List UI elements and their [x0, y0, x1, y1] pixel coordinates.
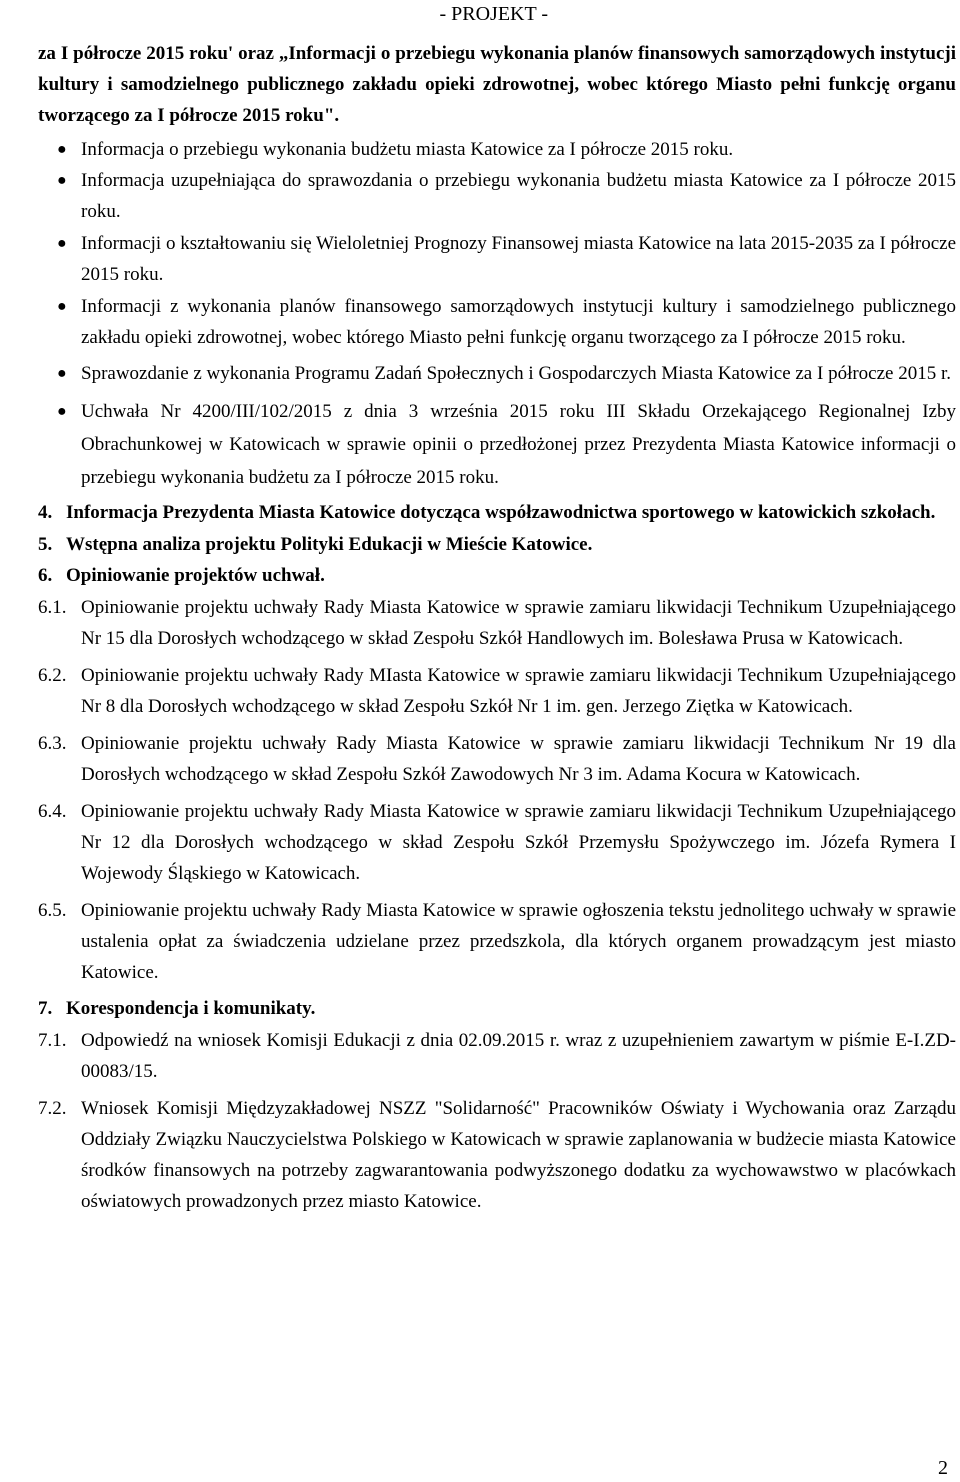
agenda-item-5 [38, 529, 956, 560]
subitem-text: Opiniowanie projektu uchwały Rady Miasta Katowice w sprawie zamiaru likwidacji Technikum Nr 19 dla Dorosłych wchodzącego w skład Zespołu Szkół Zawodowych Nr 3 im. Adama Kocura w Katowicach. [81, 733, 956, 785]
subitem-number: 6.5. [38, 900, 67, 921]
agenda-item-6 [38, 560, 956, 591]
agenda-subitem-7-2 [38, 1093, 956, 1217]
subitem-text: Opiniowanie projektu uchwały Rady Miasta Katowice w sprawie ogłoszenia tekstu jednolitego uchwały w sprawie ustalenia opłat za świadczenia udzielane przez przedszkola, dla których organem prowadzącym jest miasto Katowice. [81, 900, 956, 983]
subitem-text: Wniosek Komisji Międzyzakładowej NSZZ "Solidarność" Pracowników Oświaty i Wychowania oraz Zarządu Oddziały Związku Nauczycielstwa Polskiego w Katowicach w sprawie zaplanowania w budżecie miasta Katowice środków finansowych na potrzeby zagwarantowania podwyższonego dodatku za wychowawstwo w placówkach oświatowych prowadzonych przez miasto Katowice. [81, 1098, 956, 1212]
agenda-title: Opiniowanie projektów uchwał. [66, 565, 325, 586]
agenda-subitem-6-4 [38, 796, 956, 889]
agenda-subitem-6-5 [38, 895, 956, 988]
bullet-icon: ● [57, 365, 67, 382]
page-number: 2 [938, 1457, 948, 1479]
subitem-text: Opiniowanie projektu uchwały Rady Miasta Katowice w sprawie zamiaru likwidacji Technikum Uzupełniającego Nr 15 dla Dorosłych wchodzącego w skład Zespołu Szkół Handlowych im. Bolesława Prusa w Katowicach. [81, 597, 956, 649]
bullet-item: ● Informacji o kształtowaniu się Wieloletniej Prognozy Finansowej miasta Katowice na lata 2015-2035 za I półrocze 2015 roku. [38, 228, 956, 290]
bullet-icon: ● [57, 172, 67, 189]
agenda-number: 7. [38, 998, 53, 1019]
bullet-list [38, 134, 956, 494]
subitem-number: 6.4. [38, 801, 67, 822]
document-body [38, 38, 956, 1217]
agenda-number: 5. [38, 534, 53, 555]
document-header: - PROJEKT - [439, 3, 548, 25]
subitem-number: 7.2. [38, 1098, 67, 1119]
subitem-text: Opiniowanie projektu uchwały Rady MIasta Katowice w sprawie zamiaru likwidacji Technikum Uzupełniającego Nr 8 dla Dorosłych wchodzącego w skład Zespołu Szkół Nr 1 im. gen. Jerzego Ziętka w Katowicach. [81, 665, 956, 717]
bullet-item: ● Informacji z wykonania planów finansowego samorządowych instytucji kultury i samodzielnego publicznego zakładu opieki zdrowotnej, wobec którego Miasto pełni funkcję organu tworzącego za I półrocze 2015 roku. [38, 291, 956, 353]
agenda-item-7 [38, 993, 956, 1024]
agenda-title: Wstępna analiza projektu Polityki Edukacji w Mieście Katowice. [66, 534, 593, 555]
agenda-subitem-6-2 [38, 660, 956, 722]
bullet-icon: ● [57, 235, 67, 252]
subitem-text: Opiniowanie projektu uchwały Rady Miasta Katowice w sprawie zamiaru likwidacji Technikum Uzupełniającego Nr 12 dla Dorosłych wchodzącego w skład Zespołu Szkół Przemysłu Spożywczego im. Józefa Rymera I Wojewody Śląskiego w Katowicach. [81, 801, 956, 884]
agenda-title: Korespondencja i komunikaty. [66, 998, 316, 1019]
agenda-title: Informacja Prezydenta Miasta Katowice dotycząca współzawodnictwa sportowego w katowickich szkołach. [66, 502, 936, 523]
subitem-number: 6.2. [38, 665, 67, 686]
agenda-subitem-7-1 [38, 1025, 956, 1087]
intro-paragraph: za I półrocze 2015 roku' oraz „Informacji o przebiegu wykonania planów finansowych samorządowych instytucji kultury i samodzielnego publicznego zakładu opieki zdrowotnej, wobec którego Miasto pełni funkcję organu tworzącego za I półrocze 2015 roku". [38, 43, 956, 126]
subitem-number: 6.1. [38, 597, 67, 618]
bullet-item: ● Uchwała Nr 4200/III/102/2015 z dnia 3 września 2015 roku III Składu Orzekającego Regionalnej Izby Obrachunkowej w Katowicach w sprawie opinii o przedłożonej przez Prezydenta Miasta Katowice informacji o przebiegu wykonania budżetu za I półrocze 2015 roku. [38, 395, 956, 494]
agenda-number: 6. [38, 565, 53, 586]
agenda-subitem-6-3 [38, 728, 956, 790]
subitem-number: 6.3. [38, 733, 67, 754]
subitem-number: 7.1. [38, 1030, 67, 1051]
bullet-item: ● Sprawozdanie z wykonania Programu Zadań Społecznych i Gospodarczych Miasta Katowice za I półrocze 2015 r. [38, 357, 956, 391]
bullet-icon: ● [57, 403, 67, 420]
bullet-icon: ● [57, 141, 67, 158]
bullet-item: ● Informacja uzupełniająca do sprawozdania o przebiegu wykonania budżetu miasta Katowice za I półrocze 2015 roku. [38, 165, 956, 227]
agenda-number: 4. [38, 502, 53, 523]
agenda-subitem-6-1 [38, 592, 956, 654]
bullet-item: ● Informacja o przebiegu wykonania budżetu miasta Katowice za I półrocze 2015 roku. [38, 134, 956, 165]
bullet-icon: ● [57, 298, 67, 315]
subitem-text: Odpowiedź na wniosek Komisji Edukacji z dnia 02.09.2015 r. wraz z uzupełnieniem zawartym w piśmie E-I.ZD-00083/15. [81, 1030, 956, 1082]
agenda-item-4 [38, 497, 956, 528]
